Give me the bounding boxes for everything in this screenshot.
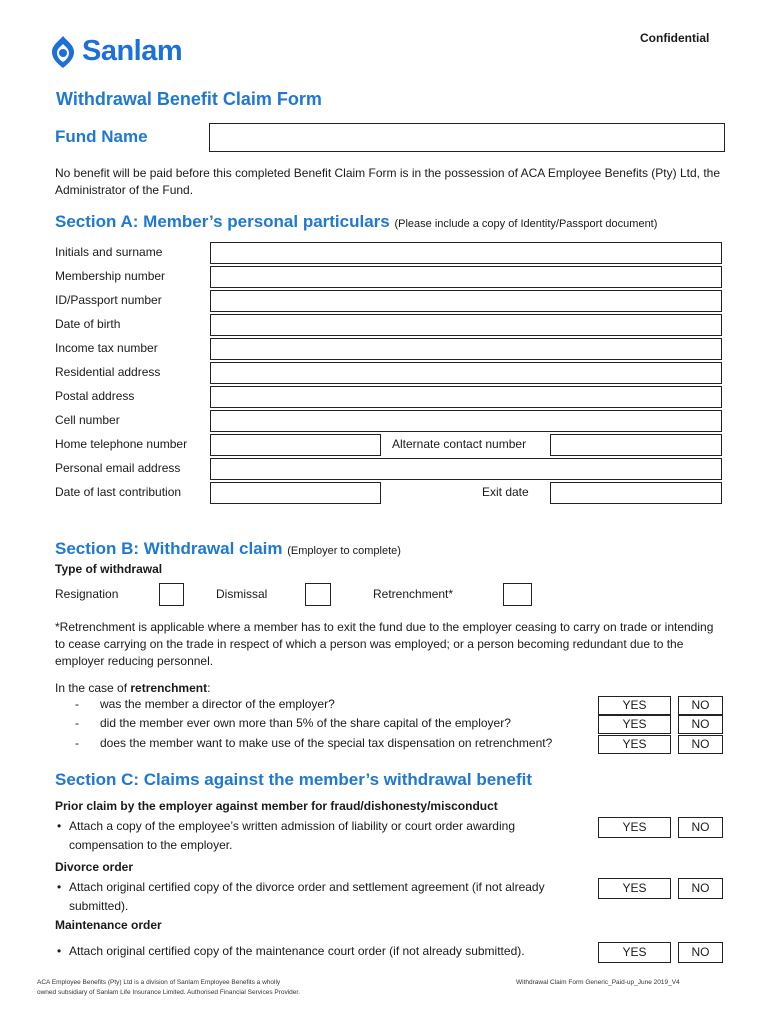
confidential-label: Confidential <box>640 31 710 45</box>
withdrawal-type-label: Type of withdrawal <box>55 562 163 576</box>
q1-no-box[interactable]: NO <box>678 696 723 715</box>
membership-input[interactable] <box>210 266 722 288</box>
q1-yes-box[interactable]: YES <box>598 696 671 715</box>
sanlam-logo <box>50 35 210 69</box>
alt-contact-label: Alternate contact number <box>392 437 527 451</box>
dismissal-checkbox[interactable] <box>305 583 331 606</box>
last-contribution-input[interactable] <box>210 482 381 504</box>
case-suffix: : <box>207 681 211 695</box>
email-input[interactable] <box>210 458 722 480</box>
maintenance-title: Maintenance order <box>55 918 162 932</box>
logo-text: Sanlam <box>82 35 183 67</box>
fund-name-label: Fund Name <box>55 127 148 146</box>
id-passport-label: ID/Passport number <box>55 293 162 307</box>
divorce-line2: submitted). <box>69 899 129 913</box>
section-b-title: Section B: Withdrawal claim <box>55 539 283 558</box>
sanlam-logo-icon <box>50 35 76 69</box>
last-contribution-label: Date of last contribution <box>55 485 182 499</box>
maintenance-yes-box[interactable]: YES <box>598 942 671 963</box>
q3-yes-box[interactable]: YES <box>598 735 671 754</box>
alt-contact-input[interactable] <box>550 434 722 456</box>
initials-input[interactable] <box>210 242 722 264</box>
dash: - <box>75 716 79 730</box>
exit-date-input[interactable] <box>550 482 722 504</box>
prior-claim-yes-box[interactable]: YES <box>598 817 671 838</box>
residential-label: Residential address <box>55 365 161 379</box>
section-a-note: (Please include a copy of Identity/Passport document) <box>394 218 658 230</box>
cell-label: Cell number <box>55 413 120 427</box>
dash: - <box>75 736 79 750</box>
q2-no-box[interactable]: NO <box>678 715 723 734</box>
cell-input[interactable] <box>210 410 722 432</box>
divorce-no-box[interactable]: NO <box>678 878 723 899</box>
dash: - <box>75 697 79 711</box>
question-tax-dispensation: does the member want to make use of the special tax dispensation on retrenchment? <box>100 736 553 750</box>
retrenchment-checkbox[interactable] <box>503 583 532 606</box>
q2-yes-box[interactable]: YES <box>598 715 671 734</box>
case-bold: retrenchment <box>130 681 208 695</box>
bullet: • <box>57 880 62 894</box>
section-a-heading <box>55 212 657 232</box>
question-share-capital: did the member ever own more than 5% of the share capital of the employer? <box>100 716 511 730</box>
income-tax-input[interactable] <box>210 338 722 360</box>
bullet: • <box>57 819 62 833</box>
footer-left-line1: ACA Employee Benefits (Pty) Ltd is a division of Sanlam Employee Benefits a wholly <box>37 979 281 986</box>
resignation-label: Resignation <box>55 587 119 601</box>
retrenchment-case-intro <box>55 681 210 695</box>
question-director: was the member a director of the employer? <box>100 697 335 711</box>
residential-input[interactable] <box>210 362 722 384</box>
retrenchment-footnote: *Retrenchment is applicable where a member has to exit the fund due to the employer ceasing to carry on trade or intending to cease carrying on the trade in respect of which a person was employed; or a person becoming redundant due to the employer reducing personnel. <box>55 620 714 668</box>
maintenance-no-box[interactable]: NO <box>678 942 723 963</box>
page-title: Withdrawal Benefit Claim Form <box>56 89 322 109</box>
divorce-line1: Attach original certified copy of the divorce order and settlement agreement (if not already <box>69 880 545 894</box>
email-label: Personal email address <box>55 461 181 475</box>
q3-no-box[interactable]: NO <box>678 735 723 754</box>
id-passport-input[interactable] <box>210 290 722 312</box>
postal-input[interactable] <box>210 386 722 408</box>
bullet: • <box>57 944 62 958</box>
exit-date-label: Exit date <box>482 485 529 499</box>
home-tel-label: Home telephone number <box>55 437 188 451</box>
prior-claim-title: Prior claim by the employer against member for fraud/dishonesty/misconduct <box>55 799 498 813</box>
prior-claim-line1: Attach a copy of the employee’s written admission of liability or court order awarding <box>69 819 515 833</box>
section-b-heading <box>55 539 401 559</box>
dismissal-label: Dismissal <box>216 587 268 601</box>
footer-right: Withdrawal Claim Form Generic_Paid-up_June 2019_V4 <box>516 979 680 986</box>
divorce-yes-box[interactable]: YES <box>598 878 671 899</box>
case-prefix: In the case of <box>55 681 131 695</box>
home-tel-input[interactable] <box>210 434 381 456</box>
retrenchment-label: Retrenchment* <box>373 587 454 601</box>
membership-label: Membership number <box>55 269 166 283</box>
section-b-note: (Employer to complete) <box>287 545 401 557</box>
dob-label: Date of birth <box>55 317 121 331</box>
intro-text: No benefit will be paid before this completed Benefit Claim Form is in the possession of ACA Employee Benefits (Pty) Ltd, the Administrator of the Fund. <box>55 166 720 197</box>
initials-label: Initials and surname <box>55 245 163 259</box>
section-c-heading: Section C: Claims against the member’s withdrawal benefit <box>55 770 533 789</box>
fund-name-input[interactable] <box>209 123 725 152</box>
prior-claim-line2: compensation to the employer. <box>69 838 233 852</box>
prior-claim-no-box[interactable]: NO <box>678 817 723 838</box>
income-tax-label: Income tax number <box>55 341 158 355</box>
resignation-checkbox[interactable] <box>159 583 184 606</box>
footer-left-line2: owned subsidiary of Sanlam Life Insurance Limited. Authorised Financial Services Provider. <box>37 989 301 996</box>
postal-label: Postal address <box>55 389 135 403</box>
maintenance-line1: Attach original certified copy of the maintenance court order (if not already submitted). <box>69 944 525 958</box>
divorce-title: Divorce order <box>55 860 134 874</box>
section-a-title: Section A: Member’s personal particulars <box>55 212 390 231</box>
footer-left <box>37 978 367 998</box>
dob-input[interactable] <box>210 314 722 336</box>
